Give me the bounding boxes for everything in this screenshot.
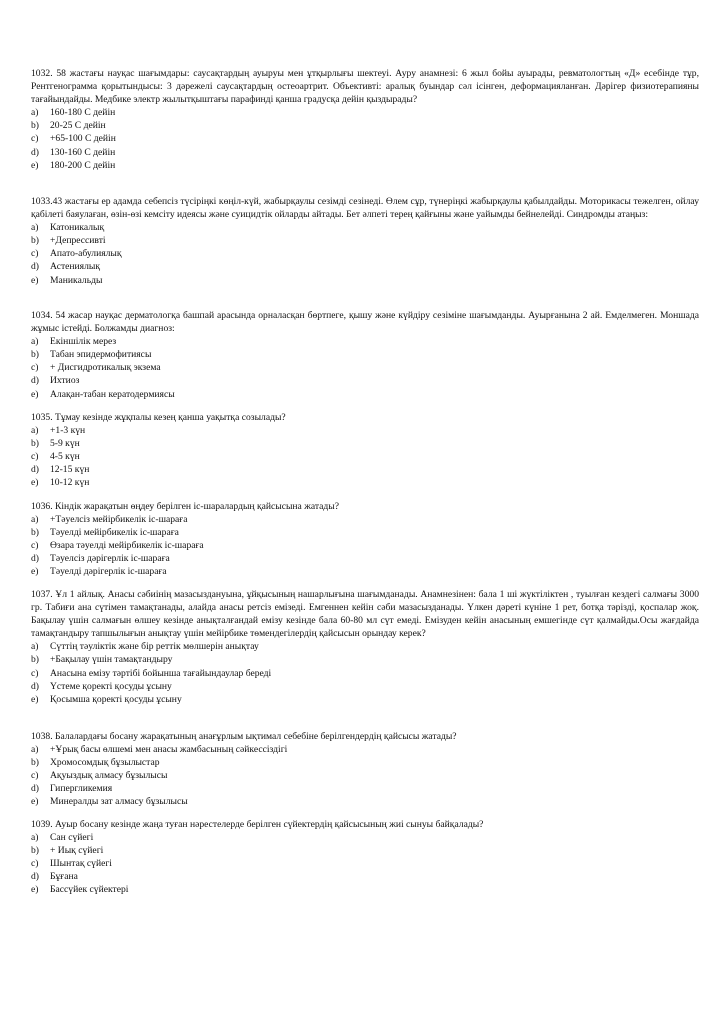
option-letter: c)	[31, 362, 39, 374]
option-text: 10-12 күн	[50, 477, 90, 489]
answer-option	[31, 883, 699, 896]
option-text: Қосымша қоректі қосуды ұсыну	[50, 693, 182, 705]
option-text: + Дисгидротикалық экзема	[50, 362, 161, 374]
option-text: Катоникалық	[50, 222, 105, 234]
question-1038	[31, 730, 699, 809]
option-text: Астениялық	[50, 261, 100, 273]
option-text: Гипергликемия	[50, 783, 113, 795]
option-letter: c)	[31, 858, 39, 870]
option-letter: c)	[31, 248, 39, 260]
answer-option	[31, 159, 699, 172]
option-text: Екіншілік мерез	[50, 336, 117, 348]
option-letter: d)	[31, 146, 39, 158]
option-text: Сүттің тәуліктік және бір реттік мөлшерін анықтау	[50, 641, 259, 653]
answer-options	[31, 640, 699, 705]
answer-option	[31, 795, 699, 808]
option-letter: a)	[31, 832, 39, 844]
answer-option	[31, 437, 699, 450]
option-text: Бұғана	[50, 871, 78, 883]
answer-option	[31, 782, 699, 795]
answer-option	[31, 274, 699, 287]
question-stem: 1032. 58 жастағы науқас шағымдары: саусақтардың ауыруы мен ұтқырлығы шектеуі. Ауру анамнезі: 6 жыл бойы ауырады, ревматологтың «Д» есебінде тұр, Рентгенограмма қорытындысы: 3 дәрежелі саусақтардың остеоартрит. Объективті: аралық буындар сәл ісінген, деформацияланған. Дәрігер физиотерапияны тағайындайды. Медбике электр жылытқыштағы парафинді қанша градусқа дейін қыздырады?	[31, 68, 699, 106]
option-text: +1-3 күн	[50, 425, 86, 437]
option-text: Ақуыздық алмасу бұзылысы	[50, 770, 168, 782]
answer-options	[31, 831, 699, 896]
option-letter: b)	[31, 235, 39, 247]
option-letter: e)	[31, 796, 39, 808]
option-letter: d)	[31, 783, 39, 795]
answer-option	[31, 424, 699, 437]
option-text: + Иық сүйегі	[50, 845, 104, 857]
option-text: Ихтиоз	[50, 375, 80, 387]
option-text: +Бақылау үшін тамақтандыру	[50, 654, 173, 666]
option-text: Апато-абулиялық	[50, 248, 122, 260]
option-text: Тәуелсіз дәрігерлік іс-шараға	[50, 553, 170, 565]
option-letter: a)	[31, 222, 39, 234]
answer-option	[31, 539, 699, 552]
option-letter: a)	[31, 744, 39, 756]
option-letter: a)	[31, 514, 39, 526]
question-1034	[31, 309, 699, 401]
answer-option	[31, 769, 699, 782]
option-text: 160-180 С дейін	[50, 107, 116, 119]
option-letter: a)	[31, 641, 39, 653]
question-stem: 1036. Кіндік жарақатын өңдеу берілген іс-шаралардың қайсысына жатады?	[31, 501, 339, 512]
option-letter: d)	[31, 464, 39, 476]
answer-option	[31, 526, 699, 539]
answer-option	[31, 552, 699, 565]
option-text: +Ұрық басы өлшемі мен анасы жамбасының сәйкессіздігі	[50, 744, 288, 756]
answer-option	[31, 680, 699, 693]
question-stem: 1039. Ауыр босану кезінде жаңа туған нәрестелерде берілген сүйектердің қайсысының жиі сынуы байқалады?	[31, 819, 484, 830]
answer-option	[31, 450, 699, 463]
answer-option	[31, 361, 699, 374]
option-letter: e)	[31, 884, 39, 896]
answer-option	[31, 640, 699, 653]
option-letter: e)	[31, 388, 39, 400]
question-stem: 1038. Балалардағы босану жарақатының анағұрлым ықтимал себебіне берілгендердің қайсысы жатады?	[31, 731, 457, 742]
question-1035	[31, 411, 699, 490]
answer-option	[31, 844, 699, 857]
option-letter: c)	[31, 770, 39, 782]
option-text: 5-9 күн	[50, 438, 80, 450]
answer-option	[31, 106, 699, 119]
option-letter: b)	[31, 120, 39, 132]
option-letter: e)	[31, 159, 39, 171]
option-letter: e)	[31, 566, 39, 578]
answer-option	[31, 234, 699, 247]
option-text: Хромосомдық бұзылыстар	[50, 757, 160, 769]
answer-option	[31, 756, 699, 769]
option-text: 4-5 күн	[50, 451, 80, 463]
answer-option	[31, 388, 699, 401]
question-1033	[31, 195, 699, 287]
answer-option	[31, 132, 699, 145]
question-1037	[31, 588, 699, 706]
option-text: Тәуелді дәрігерлік іс-шараға	[50, 566, 167, 578]
option-text: Шынтақ сүйегі	[50, 858, 112, 870]
question-1032	[31, 67, 699, 172]
option-text: Сан сүйегі	[50, 832, 94, 844]
answer-options	[31, 513, 699, 578]
option-text: 180-200 С дейін	[50, 159, 116, 171]
answer-option	[31, 146, 699, 159]
option-letter: d)	[31, 680, 39, 692]
answer-options	[31, 424, 699, 489]
option-text: Минералды зат алмасу бұзылысы	[50, 796, 188, 808]
option-text: 20-25 С дейін	[50, 120, 106, 132]
answer-option	[31, 667, 699, 680]
answer-option	[31, 247, 699, 260]
option-letter: c)	[31, 667, 39, 679]
option-text: +Тәуелсіз мейірбикелік іс-шараға	[50, 514, 188, 526]
answer-option	[31, 693, 699, 706]
answer-option	[31, 348, 699, 361]
question-stem: 1035. Тұмау кезінде жұқпалы кезең қанша уақытқа созылады?	[31, 412, 286, 423]
option-text: Үстеме қоректі қосуды ұсыну	[50, 680, 172, 692]
option-letter: c)	[31, 540, 39, 552]
option-letter: a)	[31, 336, 39, 348]
option-text: Алақан-табан кератодермиясы	[50, 388, 175, 400]
option-letter: b)	[31, 349, 39, 361]
answer-option	[31, 565, 699, 578]
option-letter: d)	[31, 553, 39, 565]
option-letter: b)	[31, 527, 39, 539]
question-1039	[31, 818, 699, 897]
option-text: 12-15 күн	[50, 464, 90, 476]
option-letter: a)	[31, 107, 39, 119]
option-letter: b)	[31, 654, 39, 666]
option-text: Маникальды	[50, 274, 103, 286]
option-letter: d)	[31, 261, 39, 273]
option-text: +Депрессивті	[50, 235, 106, 247]
answer-options	[31, 221, 699, 286]
answer-option	[31, 743, 699, 756]
option-letter: c)	[31, 133, 39, 145]
option-letter: e)	[31, 477, 39, 489]
answer-option	[31, 221, 699, 234]
answer-options	[31, 106, 699, 171]
option-letter: b)	[31, 438, 39, 450]
option-letter: d)	[31, 871, 39, 883]
answer-option	[31, 857, 699, 870]
answer-option	[31, 335, 699, 348]
question-stem: 1034. 54 жасар науқас дерматологқа башпай арасында орналасқан бөртпеге, қышу және күйдіру сезіміне шағымданды. Ауырғанына 2 ай. Емделмеген. Моншада жұмыс істейді. Болжамды диагноз:	[31, 310, 699, 335]
question-stem: 1033.43 жастағы ер адамда себепсіз түсіріңкі көңіл-күй, жабырқаулы сезімді сезінеді. Өлем сұр, түнеріңкі жабырқаулы қабылдайды. Моторикасы тежелген, ойлау қабілеті баяулаған, өзін-өзі кемсіту идеясы және суицидтік ойларды айтады. Бет әлпеті терең қайғыны және уайымды бейнелейді. Синдромды атаңыз:	[31, 196, 699, 221]
option-letter: e)	[31, 693, 39, 705]
option-text: 130-160 С дейін	[50, 146, 116, 158]
option-text: Тәуелді мейірбикелік іс-шараға	[50, 527, 179, 539]
answer-options	[31, 335, 699, 400]
answer-option	[31, 374, 699, 387]
option-letter: e)	[31, 274, 39, 286]
answer-option	[31, 463, 699, 476]
question-1036	[31, 500, 699, 579]
answer-option	[31, 513, 699, 526]
option-letter: b)	[31, 845, 39, 857]
answer-option	[31, 260, 699, 273]
answer-option	[31, 831, 699, 844]
option-letter: b)	[31, 757, 39, 769]
option-letter: d)	[31, 375, 39, 387]
option-text: Табан эпидермофитиясы	[50, 349, 152, 361]
option-text: Бассүйек сүйектері	[50, 884, 129, 896]
answer-options	[31, 743, 699, 808]
option-text: Анасына емізу тәртібі бойынша тағайындаулар береді	[50, 667, 272, 679]
option-letter: c)	[31, 451, 39, 463]
question-stem: 1037. Ұл 1 айлық. Анасы сәбиінің мазасыздануына, ұйқысының нашарлығына шағымданады. Анамнезінен: бала 1 ші жүктіліктен , туылған кездегі салмағы 3000 гр. Табиғи ана сүтімен тамақтанады, алайда анасы ретсіз емізеді. Емгеннен кейін сәби мазасызданады. Үлкен дәреті күніне 1 рет, ботқа тәрізді, қоспалар жоқ. Бақылау үшін салмағын өлшеу кезінде анықталғандай емізу кезінде бала 60-80 мл сүт емеді. Емізуден кейін анасының емшегінде сүт қалмайды.Осы жағдайда тамақтандыру тапшылығын анықтау үшін мейірбике төмендегілердің қайсысын орындау керек?	[31, 589, 699, 640]
option-text: +65-100 С дейін	[50, 133, 116, 145]
answer-option	[31, 653, 699, 666]
option-letter: a)	[31, 425, 39, 437]
option-text: Өзара тәуелді мейірбикелік іс-шараға	[50, 540, 204, 552]
answer-option	[31, 476, 699, 489]
answer-option	[31, 870, 699, 883]
answer-option	[31, 119, 699, 132]
